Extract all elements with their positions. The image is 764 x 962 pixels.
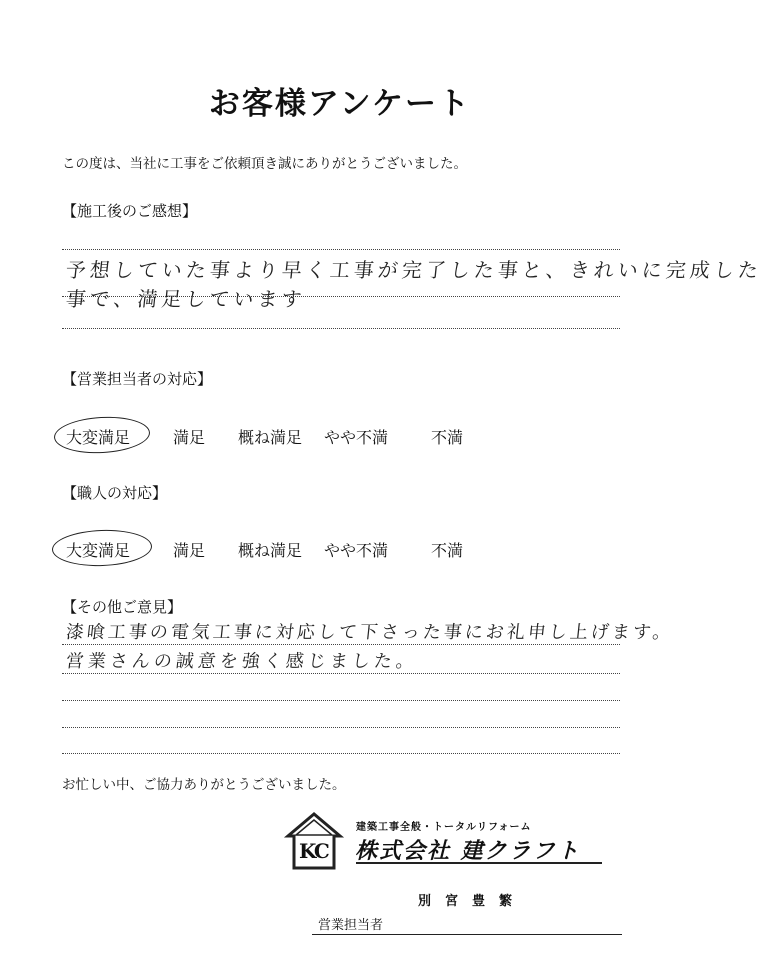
- other-handwriting-line-1: 漆喰工事の電気工事に対応して下さった事にお礼申し上げます。: [64, 622, 675, 643]
- craftsmen-option-somewhat-dissatisfied[interactable]: やや不満: [324, 541, 389, 560]
- company-logo: [286, 812, 342, 872]
- closing-text: お忙しい中、ご協力ありがとうございました。: [62, 777, 346, 793]
- answer-line: [62, 673, 620, 674]
- page-title: お客様アンケート: [208, 86, 472, 122]
- company-tagline: 建築工事全般・トータルリフォーム: [356, 822, 532, 833]
- answer-line: [62, 249, 620, 250]
- sales-option-very-satisfied[interactable]: 大変満足: [66, 428, 131, 447]
- impressions-handwriting-line-2: 事で、満足しています: [64, 287, 307, 311]
- impressions-heading: 【施工後のご感想】: [62, 202, 198, 220]
- answer-line: [62, 700, 620, 701]
- craftsmen-option-mostly-satisfied[interactable]: 概ね満足: [238, 541, 303, 560]
- sales-option-satisfied[interactable]: 満足: [173, 428, 206, 447]
- answer-line: [62, 753, 620, 754]
- intro-text: この度は、当社に工事をご依頼頂き誠にありがとうございました。: [62, 156, 467, 172]
- logo-letters: KC: [299, 839, 328, 863]
- company-name: 株式会社 建クラフト: [355, 839, 581, 864]
- sales-option-somewhat-dissatisfied[interactable]: やや不満: [324, 428, 389, 447]
- answer-line: [62, 644, 620, 645]
- staff-signature-line: [312, 934, 622, 935]
- answer-line: [62, 328, 620, 329]
- craftsmen-option-dissatisfied[interactable]: 不満: [431, 541, 464, 560]
- sales-heading: 【営業担当者の対応】: [62, 370, 213, 388]
- sales-option-mostly-satisfied[interactable]: 概ね満足: [238, 428, 303, 447]
- craftsmen-option-very-satisfied[interactable]: 大変満足: [66, 541, 131, 560]
- craftsmen-heading: 【職人の対応】: [62, 484, 168, 502]
- other-handwriting-line-2: 営業さんの誠意を強く感じました。: [64, 651, 419, 672]
- craftsmen-rating-options: [62, 538, 542, 568]
- staff-name-stamp: 別宮豊繁: [418, 894, 527, 909]
- sales-rating-options: [62, 425, 542, 455]
- answer-line: [62, 727, 620, 728]
- craftsmen-option-satisfied[interactable]: 満足: [173, 541, 206, 560]
- staff-label: 営業担当者: [318, 918, 384, 933]
- other-heading: 【その他ご意見】: [62, 598, 183, 616]
- sales-option-dissatisfied[interactable]: 不満: [431, 428, 464, 447]
- company-underline: [356, 862, 602, 864]
- impressions-handwriting-line-1: 予想していた事より早く工事が完了した事と、きれいに完成した: [64, 258, 764, 282]
